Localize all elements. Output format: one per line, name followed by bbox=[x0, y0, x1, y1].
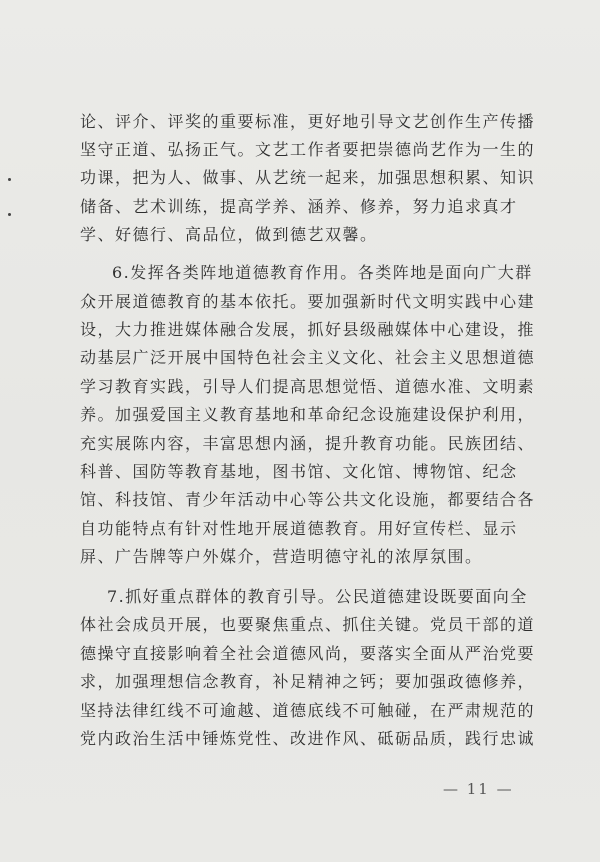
paragraph-line: 自功能特点有针对性地开展道德教育。用好宣传栏、显示 bbox=[80, 519, 518, 538]
paragraph-line: 设，大力推进媒体融合发展，抓好县级融媒体中心建设，推 bbox=[80, 320, 536, 339]
paragraph-line: 学、好德行、高品位，做到德艺双馨。 bbox=[80, 225, 378, 244]
scan-mark bbox=[8, 178, 11, 181]
page-number: — 11 — bbox=[443, 780, 514, 798]
paragraph-line: 馆、科技馆、青少年活动中心等公共文化设施，都要结合各 bbox=[80, 490, 536, 509]
paragraph-line: 求，加强理想信念教育，补足精神之钙；要加强政德修养， bbox=[80, 672, 536, 691]
paragraph-line: 坚持法律红线不可逾越、道德底线不可触碰，在严肃规范的 bbox=[80, 701, 536, 720]
paragraph-first-line: 7.抓好重点群体的教育引导。公民道德建设既要面向全 bbox=[107, 587, 528, 606]
paragraph-line: 充实展陈内容，丰富思想内涵，提升教育功能。民族团结、 bbox=[80, 434, 536, 453]
paragraph-line: 学习教育实践，引导人们提高思想觉悟、道德水准、文明素 bbox=[80, 377, 536, 396]
paragraph-line: 坚守正道、弘扬正气。文艺工作者要把崇德尚艺作为一生的 bbox=[80, 140, 536, 159]
paragraph-first-line: 6.发挥各类阵地道德教育作用。各类阵地是面向广大群 bbox=[112, 263, 533, 282]
paragraph-line: 养。加强爱国主义教育基地和革命纪念设施建设保护利用， bbox=[80, 405, 536, 424]
paragraph-first-line: 论、评介、评奖的重要标准，更好地引导文艺创作生产传播 bbox=[80, 112, 536, 131]
paragraph-line: 功课，把为人、做事、从艺统一起来，加强思想积累、知识 bbox=[80, 168, 536, 187]
paragraph-line: 体社会成员开展，也要聚焦重点、抓住关键。党员干部的道 bbox=[80, 615, 536, 634]
paragraph-line: 众开展道德教育的基本依托。要加强新时代文明实践中心建 bbox=[80, 292, 536, 311]
scan-mark bbox=[8, 213, 11, 216]
paragraph-line: 储备、艺术训练，提高学养、涵养、修养，努力追求真才 bbox=[80, 197, 518, 216]
paragraph-line: 党内政治生活中锤炼党性、改进作风、砥砺品质，践行忠诚 bbox=[80, 729, 536, 748]
paragraph-line: 科普、国防等教育基地，图书馆、文化馆、博物馆、纪念 bbox=[80, 462, 518, 481]
paragraph-line: 屏、广告牌等户外媒介，营造明德守礼的浓厚氛围。 bbox=[80, 547, 483, 566]
paragraph-line: 德操守直接影响着全社会道德风尚，要落实全面从严治党要 bbox=[80, 644, 536, 663]
paragraph-line: 动基层广泛开展中国特色社会主义文化、社会主义思想道德 bbox=[80, 348, 536, 367]
